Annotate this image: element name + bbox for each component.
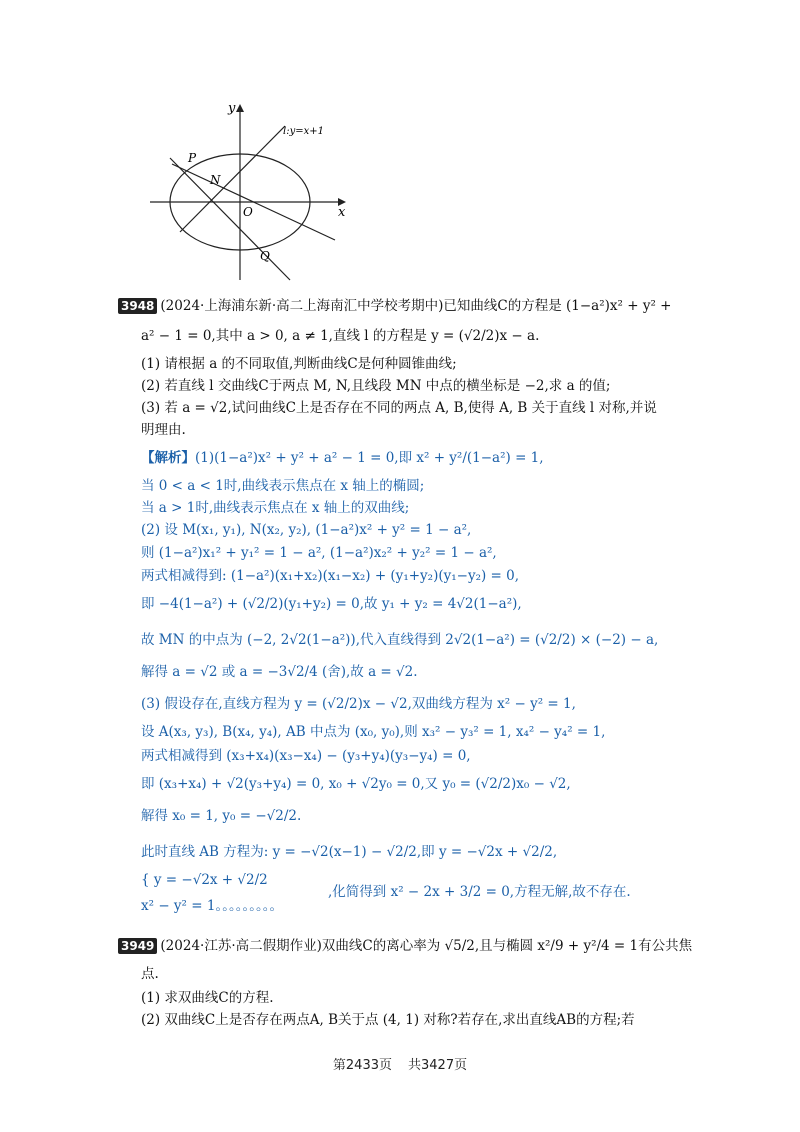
q3949-stem-1: (2024·江苏·高二假期作业)双曲线C的离心率为 √5/2,且与椭圆 x²/9 + y²/4 = 1有公共焦 xyxy=(160,938,693,954)
solution-s8: 故 MN 的中点为 (−2, 2√2(1−a²)),代入直线得到 2√2(1−a²) = (√2/2) × (−2) − a, xyxy=(141,632,659,648)
q3949-part2: (2) 双曲线C上是否存在两点A, B关于点 (4, 1) 对称?若存在,求出直线AB的方程;若 xyxy=(141,1012,635,1028)
q3948-part3: (3) 若 a = √2,试问曲线C上是否存在不同的两点 A, B,使得 A, B 关于直线 l 对称,并说 xyxy=(141,400,657,416)
line-l-upper xyxy=(180,126,285,232)
solution-s9: 解得 a = √2 或 a = −3√2/4 (舍),故 a = √2. xyxy=(141,664,418,680)
label-p: P xyxy=(188,151,197,165)
footer-page-number: 第2433页 xyxy=(332,1058,392,1073)
solution-s12: 两式相减得到 (x₃+x₄)(x₃−x₄) − (y₃+y₄)(y₃−y₄) = 0, xyxy=(141,748,471,764)
q3949-part1: (1) 求双曲线C的方程. xyxy=(141,990,274,1006)
ellipse-diagram xyxy=(140,98,365,283)
solution-s15: 此时直线 AB 方程为: y = −√2(x−1) − √2/2,即 y = −√2x + √2/2, xyxy=(141,844,558,860)
q3949-number: 3949 xyxy=(118,938,157,954)
label-q: Q xyxy=(260,249,270,263)
solution-s7: 即 −4(1−a²) + (√2/2)(y₁+y₂) = 0,故 y₁ + y₂ = 4√2(1−a²), xyxy=(141,596,522,612)
q3949-stem-2: 点. xyxy=(141,966,159,982)
y-axis-arrow xyxy=(236,104,244,112)
line-l xyxy=(170,158,290,280)
q3948-stem-1: (2024·上海浦东新·高二上海南汇中学校考期中)已知曲线C的方程是 (1−a²)x² + y² + xyxy=(160,298,672,314)
label-line-l: l:y=x+1 xyxy=(283,126,324,137)
solution-s16b: x² − y² = 1。。。。。。。。。 xyxy=(141,898,283,914)
solution-s11: 设 A(x₃, y₃), B(x₄, y₄), AB 中点为 (x₀, y₀),则 x₃² − y₃² = 1, x₄² − y₄² = 1, xyxy=(141,724,606,740)
q3949-line1 xyxy=(118,934,692,954)
solution-s5: 则 (1−a²)x₁² + y₁² = 1 − a², (1−a²)x₂² + y₂² = 1 − a², xyxy=(141,545,497,561)
solution-s4: (2) 设 M(x₁, y₁), N(x₂, y₂), (1−a²)x² + y² = 1 − a², xyxy=(141,522,472,538)
q3948-part3b: 明理由. xyxy=(141,422,186,438)
footer-total-pages: 共3427页 xyxy=(408,1058,468,1073)
solution-s16c: ,化简得到 x² − 2x + 3/2 = 0,方程无解,故不存在. xyxy=(328,884,631,900)
solution-s14: 解得 x₀ = 1, y₀ = −√2/2. xyxy=(141,808,302,824)
q3948-number: 3948 xyxy=(118,298,157,314)
q3948-line1 xyxy=(118,294,671,314)
label-y: y xyxy=(228,101,236,116)
solution-s3: 当 a > 1时,曲线表示焦点在 x 轴上的双曲线; xyxy=(141,500,410,516)
solution-s10: (3) 假设存在,直线方程为 y = (√2/2)x − √2,双曲线方程为 x² − y² = 1, xyxy=(141,696,576,712)
solution-s1 xyxy=(141,446,544,466)
solution-s1-text: (1)(1−a²)x² + y² + a² − 1 = 0,即 x² + y²/(1−a²) = 1, xyxy=(195,450,544,466)
label-x: x xyxy=(338,205,346,220)
label-n: N xyxy=(210,173,221,187)
solution-s2: 当 0 < a < 1时,曲线表示焦点在 x 轴上的椭圆; xyxy=(141,478,425,494)
q3948-part2: (2) 若直线 l 交曲线C于两点 M, N,且线段 MN 中点的横坐标是 −2,求 a 的值; xyxy=(141,378,611,394)
q3948-stem-2: a² − 1 = 0,其中 a > 0, a ≠ 1,直线 l 的方程是 y = (√2/2)x − a. xyxy=(141,328,540,344)
solution-tag: 【解析】 xyxy=(141,450,195,466)
solution-s16a: { y = −√2x + √2/2 xyxy=(141,872,268,888)
solution-s6: 两式相减得到: (1−a²)(x₁+x₂)(x₁−x₂) + (y₁+y₂)(y₁−y₂) = 0, xyxy=(141,568,520,584)
q3948-part1: (1) 请根据 a 的不同取值,判断曲线C是何种圆锥曲线; xyxy=(141,356,457,372)
solution-s13: 即 (x₃+x₄) + √2(y₃+y₄) = 0, x₀ + √2y₀ = 0,又 y₀ = (√2/2)x₀ − √2, xyxy=(141,776,571,792)
label-o: O xyxy=(243,205,253,219)
page-footer xyxy=(0,1054,800,1073)
